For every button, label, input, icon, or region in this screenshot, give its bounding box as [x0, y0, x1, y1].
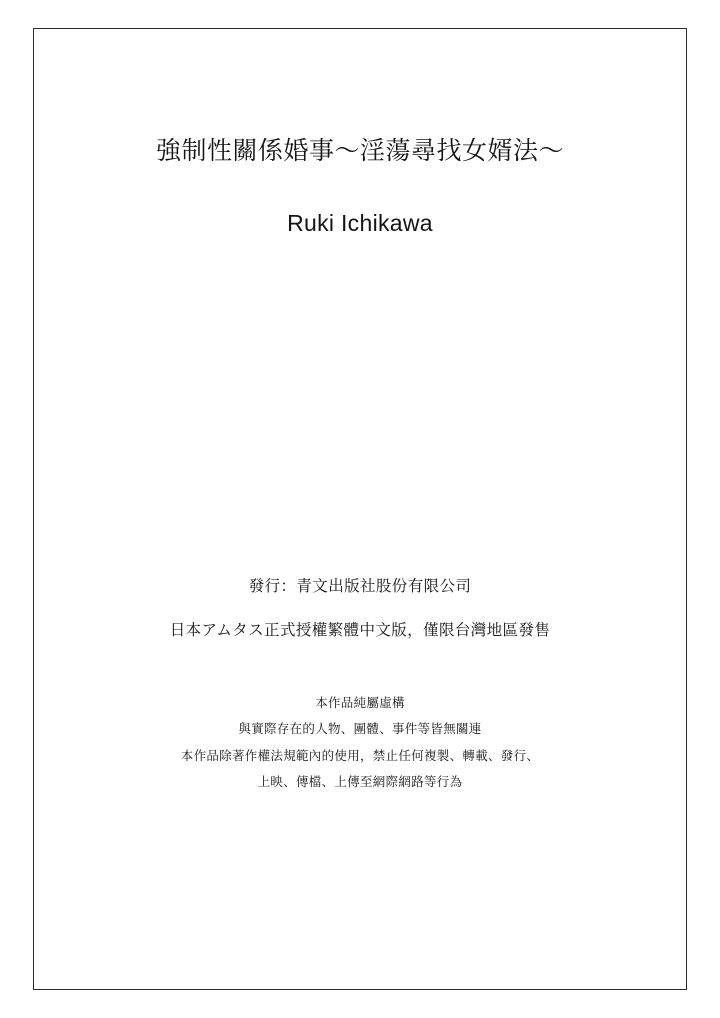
page-title: 強制性關係婚事～淫蕩尋找女婿法～	[155, 137, 564, 165]
disclaimer-line-1: 本作品純屬虛構	[315, 696, 405, 710]
publisher-line: 發行：青文出版社股份有限公司	[248, 578, 472, 595]
license-line: 日本アムタス正式授權繁體中文版，僅限台灣地區發售	[169, 622, 551, 639]
disclaimer-block	[33, 690, 687, 795]
page-content	[33, 28, 687, 990]
publisher-block	[33, 574, 687, 640]
author-name: Ruki Ichikawa	[287, 210, 433, 236]
disclaimer-line-2: 與實際存在的人物、團體、事件等皆無關連	[238, 722, 482, 737]
disclaimer-line-3: 本作品除著作權法規範內的使用，禁止任何複製、轉載、發行、	[180, 748, 540, 763]
disclaimer-line-4: 上映、傳檔、上傳至網際網路等行為	[257, 774, 463, 789]
